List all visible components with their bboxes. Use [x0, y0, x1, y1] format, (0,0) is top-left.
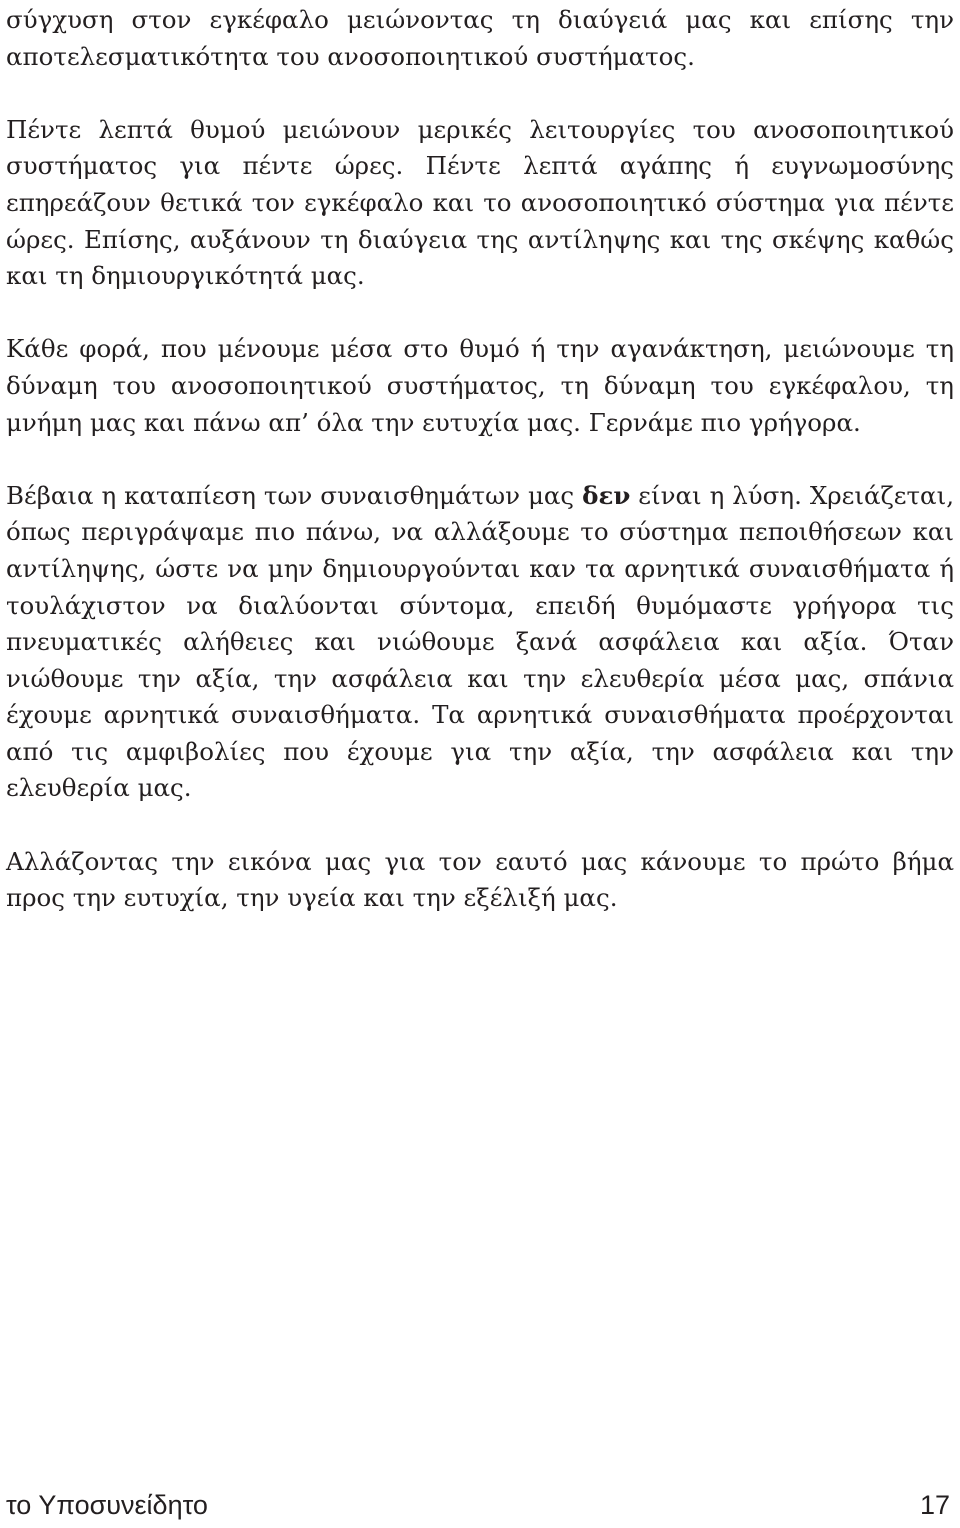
emphasis-den: δεν: [582, 480, 631, 510]
paragraph-4-end: είναι η λύση. Χρειάζεται, όπως περιγράψαμε πιο πάνω, να αλλάξουμε το σύστημα πεποιθήσεων και αντίληψης, ώστε να μην δημιουργούνται καν τα αρνητικά συναισθήματα ή τουλάχιστον να διαλύονται σύντομα, επειδή θυμόμαστε γρήγορα τις πνευματικές αλήθειες και νιώθουμε ξανά ασφάλεια και αξία. Όταν νιώθουμε την αξία, την ασφάλεια και την ελευθερία μέσα μας, σπάνια έχουμε αρνητικά συναισθήματα. Τα αρνητικά συναισθήματα προέρχονται από τις αμφιβολίες που έχουμε για την αξία, την ασφάλεια και την ελευθερία μας.: [6, 480, 954, 803]
page-footer: [6, 1490, 950, 1526]
paragraph-4: [6, 478, 954, 807]
paragraph-5: Αλλάζοντας την εικόνα μας για τον εαυτό μας κάνουμε το πρώτο βήμα προς την ευτυχία, την υγεία και την εξέλιξή μας.: [6, 846, 954, 913]
paragraph-2: Πέντε λεπτά θυμού μειώνουν μερικές λειτουργίες του ανοσοποιητικού συστήματος για πέντε ώρες. Πέντε λεπτά αγάπης ή ευγνωμοσύνης επηρεάζουν θετικά τον εγκέφαλο και το ανοσοποιητικό σύστημα για πέντε ώρες. Επίσης, αυξάνουν τη διαύγεια της αντίληψης και της σκέψης καθώς και τη δημιουργικότητά μας.: [6, 114, 954, 291]
paragraph-3: Κάθε φορά, που μένουμε μέσα στο θυμό ή την αγανάκτηση, μειώνουμε τη δύναμη του ανοσοποιητικού συστήματος, τη δύναμη του εγκέφαλου, τη μνήμη μας και πάνω απ’ όλα την ευτυχία μας. Γερνάμε πιο γρήγορα.: [6, 334, 954, 437]
running-footer-title: το Υποσυνείδητο: [6, 1490, 208, 1520]
page-body: [6, 0, 954, 917]
paragraph-1: σύγχυση στον εγκέφαλο μειώνοντας τη διαύγειά μας και επίσης την αποτελεσματικότητα του ανοσοποιητικού συστήματος.: [6, 5, 954, 71]
paragraph-4-start: Βέβαια η καταπίεση των συναισθημάτων μας: [6, 480, 583, 510]
page-number: 17: [919, 1490, 950, 1520]
